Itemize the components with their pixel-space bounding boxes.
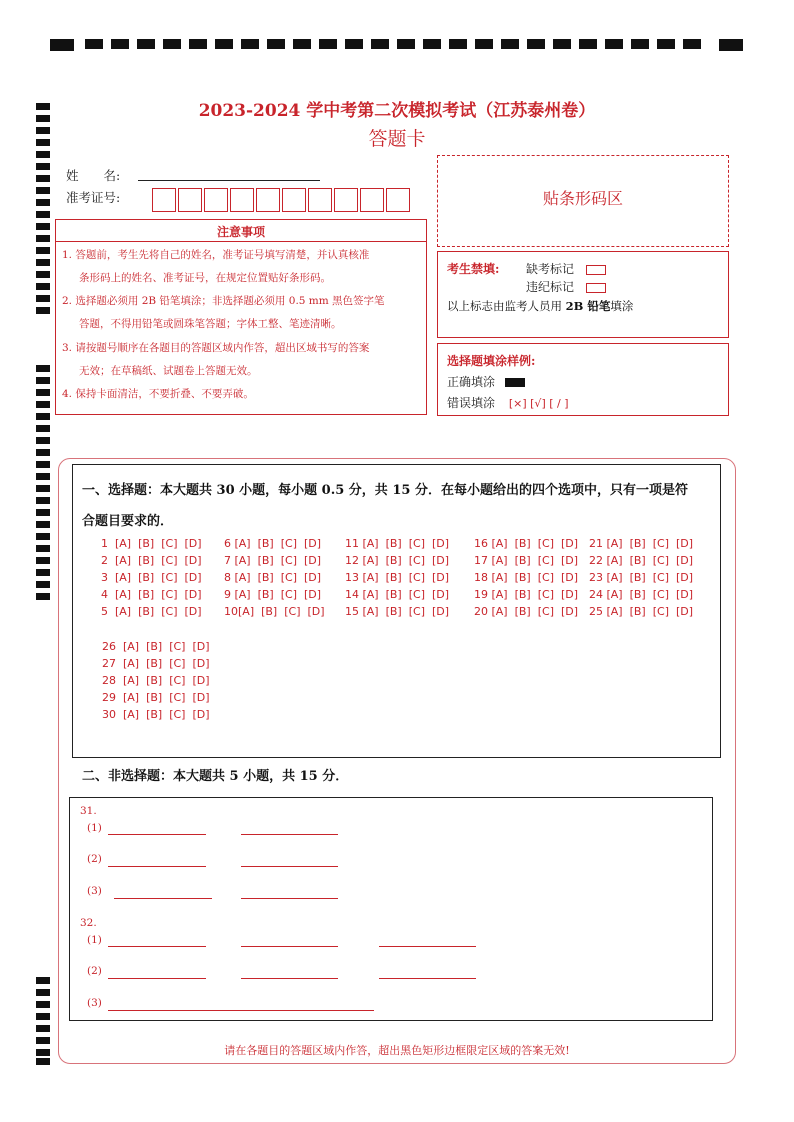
correct-fill-sample: [505, 378, 525, 387]
part-3-label: (3): [87, 997, 102, 1009]
wrong-label: 错误填涂: [447, 396, 496, 410]
name-field[interactable]: [138, 180, 320, 181]
forbidden-note: 以上标志由监考人员用 2B 铅笔填涂: [447, 299, 634, 313]
choice-row[interactable]: 6 [A] [B] [C] [D]: [224, 537, 322, 550]
answer-blank[interactable]: [108, 1010, 374, 1011]
choice-row[interactable]: 24 [A] [B] [C] [D]: [589, 588, 694, 601]
answer-blank[interactable]: [108, 866, 206, 867]
answer-blank[interactable]: [241, 946, 338, 947]
question-32-label: 32.: [80, 917, 97, 929]
choice-row[interactable]: 25 [A] [B] [C] [D]: [589, 605, 694, 618]
choice-row[interactable]: 4 [A] [B] [C] [D]: [101, 588, 202, 601]
choice-row[interactable]: 20 [A] [B] [C] [D]: [474, 605, 579, 618]
answer-blank[interactable]: [379, 946, 476, 947]
part-2-label: (2): [87, 853, 102, 865]
choice-row[interactable]: 28 [A] [B] [C] [D]: [102, 674, 210, 687]
name-label: 姓 名:: [66, 168, 121, 183]
page-title: 2023-2024 学中考第二次模拟考试（江苏泰州卷）: [198, 101, 596, 121]
choice-row[interactable]: 27 [A] [B] [C] [D]: [102, 657, 210, 670]
choice-row[interactable]: 19 [A] [B] [C] [D]: [474, 588, 579, 601]
choice-row[interactable]: 8 [A] [B] [C] [D]: [224, 571, 322, 584]
sample-title: 选择题填涂样例:: [447, 354, 536, 368]
choice-row[interactable]: 29 [A] [B] [C] [D]: [102, 691, 210, 704]
violation-label: 违纪标记: [526, 280, 575, 294]
note-line: 无效；在草稿纸、试题卷上答题无效。: [79, 365, 258, 377]
choice-row[interactable]: 21 [A] [B] [C] [D]: [589, 537, 694, 550]
section1-title: 一、选择题：本大题共 30 小题，每小题 0.5 分，共 15 分．在每小题给出的四个选项中，只有一项是符: [82, 483, 688, 498]
exam-id-digit-box[interactable]: [152, 188, 176, 212]
exam-id-digit-box[interactable]: [204, 188, 228, 212]
exam-id-label: 准考证号:: [66, 190, 121, 205]
note-line: 2. 选择题必须用 2B 铅笔填涂；非选择题必须用 0.5 mm 黑色签字笔: [62, 295, 385, 307]
choice-row[interactable]: 3 [A] [B] [C] [D]: [101, 571, 202, 584]
choice-row[interactable]: 22 [A] [B] [C] [D]: [589, 554, 694, 567]
wrong-fill-samples: [×] [√] [ / ]: [508, 397, 569, 410]
note-line: 条形码上的姓名、准考证号，在规定位置贴好条形码。: [79, 272, 331, 284]
exam-id-digit-box[interactable]: [334, 188, 358, 212]
part-1-label: (1): [87, 822, 102, 834]
choice-row[interactable]: 23 [A] [B] [C] [D]: [589, 571, 694, 584]
choice-row[interactable]: 17 [A] [B] [C] [D]: [474, 554, 579, 567]
note-line: 答题，不得用铅笔或圆珠笔答题；字体工整、笔迹清晰。: [79, 318, 342, 330]
section1-title-cont: 合题目要求的．: [82, 514, 174, 529]
exam-id-digit-box[interactable]: [256, 188, 280, 212]
note-line: 1. 答题前，考生先将自己的姓名，准考证号填写清楚，并认真核准: [62, 249, 370, 261]
violation-mark-box[interactable]: [586, 283, 606, 293]
choice-row[interactable]: 14 [A] [B] [C] [D]: [345, 588, 450, 601]
absent-label: 缺考标记: [526, 262, 575, 276]
choice-row[interactable]: 13 [A] [B] [C] [D]: [345, 571, 450, 584]
exam-id-digit-box[interactable]: [308, 188, 332, 212]
choice-row[interactable]: 30 [A] [B] [C] [D]: [102, 708, 210, 721]
nonchoice-section: [69, 797, 713, 1021]
part-1-label: (1): [87, 934, 102, 946]
notes-title: 注意事项: [216, 225, 265, 239]
exam-id-digit-box[interactable]: [178, 188, 202, 212]
note-line: 4. 保持卡面清洁，不要折叠、不要弄破。: [62, 388, 254, 400]
answer-blank[interactable]: [114, 898, 212, 899]
choice-row[interactable]: 7 [A] [B] [C] [D]: [224, 554, 322, 567]
choice-row[interactable]: 26 [A] [B] [C] [D]: [102, 640, 210, 653]
answer-blank[interactable]: [108, 978, 206, 979]
choice-row[interactable]: 1 [A] [B] [C] [D]: [101, 537, 202, 550]
exam-id-digit-box[interactable]: [386, 188, 410, 212]
correct-label: 正确填涂: [447, 375, 496, 389]
choice-row[interactable]: 9 [A] [B] [C] [D]: [224, 588, 322, 601]
exam-id-digit-box[interactable]: [360, 188, 384, 212]
answer-blank[interactable]: [241, 978, 338, 979]
note-line: 3. 请按题号顺序在各题目的答题区域内作答，超出区域书写的答案: [62, 342, 370, 354]
answer-blank[interactable]: [241, 898, 338, 899]
barcode-label: 贴条形码区: [542, 189, 623, 208]
answer-blank[interactable]: [241, 834, 338, 835]
choice-row[interactable]: 16 [A] [B] [C] [D]: [474, 537, 579, 550]
choice-row[interactable]: 12 [A] [B] [C] [D]: [345, 554, 450, 567]
answer-blank[interactable]: [379, 978, 476, 979]
footer-warning: 请在各题目的答题区域内作答，超出黑色矩形边框限定区域的答案无效!: [224, 1044, 570, 1057]
question-31-label: 31.: [80, 805, 97, 817]
choice-row[interactable]: 2 [A] [B] [C] [D]: [101, 554, 202, 567]
part-3-label: (3): [87, 885, 102, 897]
forbidden-box: [437, 251, 729, 338]
page-subtitle: 答题卡: [368, 128, 426, 150]
choice-row[interactable]: 15 [A] [B] [C] [D]: [345, 605, 450, 618]
choice-row[interactable]: 18 [A] [B] [C] [D]: [474, 571, 579, 584]
choice-row[interactable]: 11 [A] [B] [C] [D]: [345, 537, 450, 550]
exam-id-digit-box[interactable]: [230, 188, 254, 212]
part-2-label: (2): [87, 965, 102, 977]
answer-blank[interactable]: [108, 834, 206, 835]
sample-box: [437, 343, 729, 416]
barcode-area: [437, 155, 729, 247]
forbidden-title: 考生禁填:: [447, 262, 500, 276]
section2-title: 二、非选择题：本大题共 5 小题，共 15 分．: [82, 769, 349, 784]
notes-header: [55, 219, 427, 242]
choice-row[interactable]: 5 [A] [B] [C] [D]: [101, 605, 202, 618]
absent-mark-box[interactable]: [586, 265, 606, 275]
answer-blank[interactable]: [241, 866, 338, 867]
choice-row[interactable]: 10[A] [B] [C] [D]: [224, 605, 325, 618]
exam-id-digit-box[interactable]: [282, 188, 306, 212]
answer-blank[interactable]: [108, 946, 206, 947]
